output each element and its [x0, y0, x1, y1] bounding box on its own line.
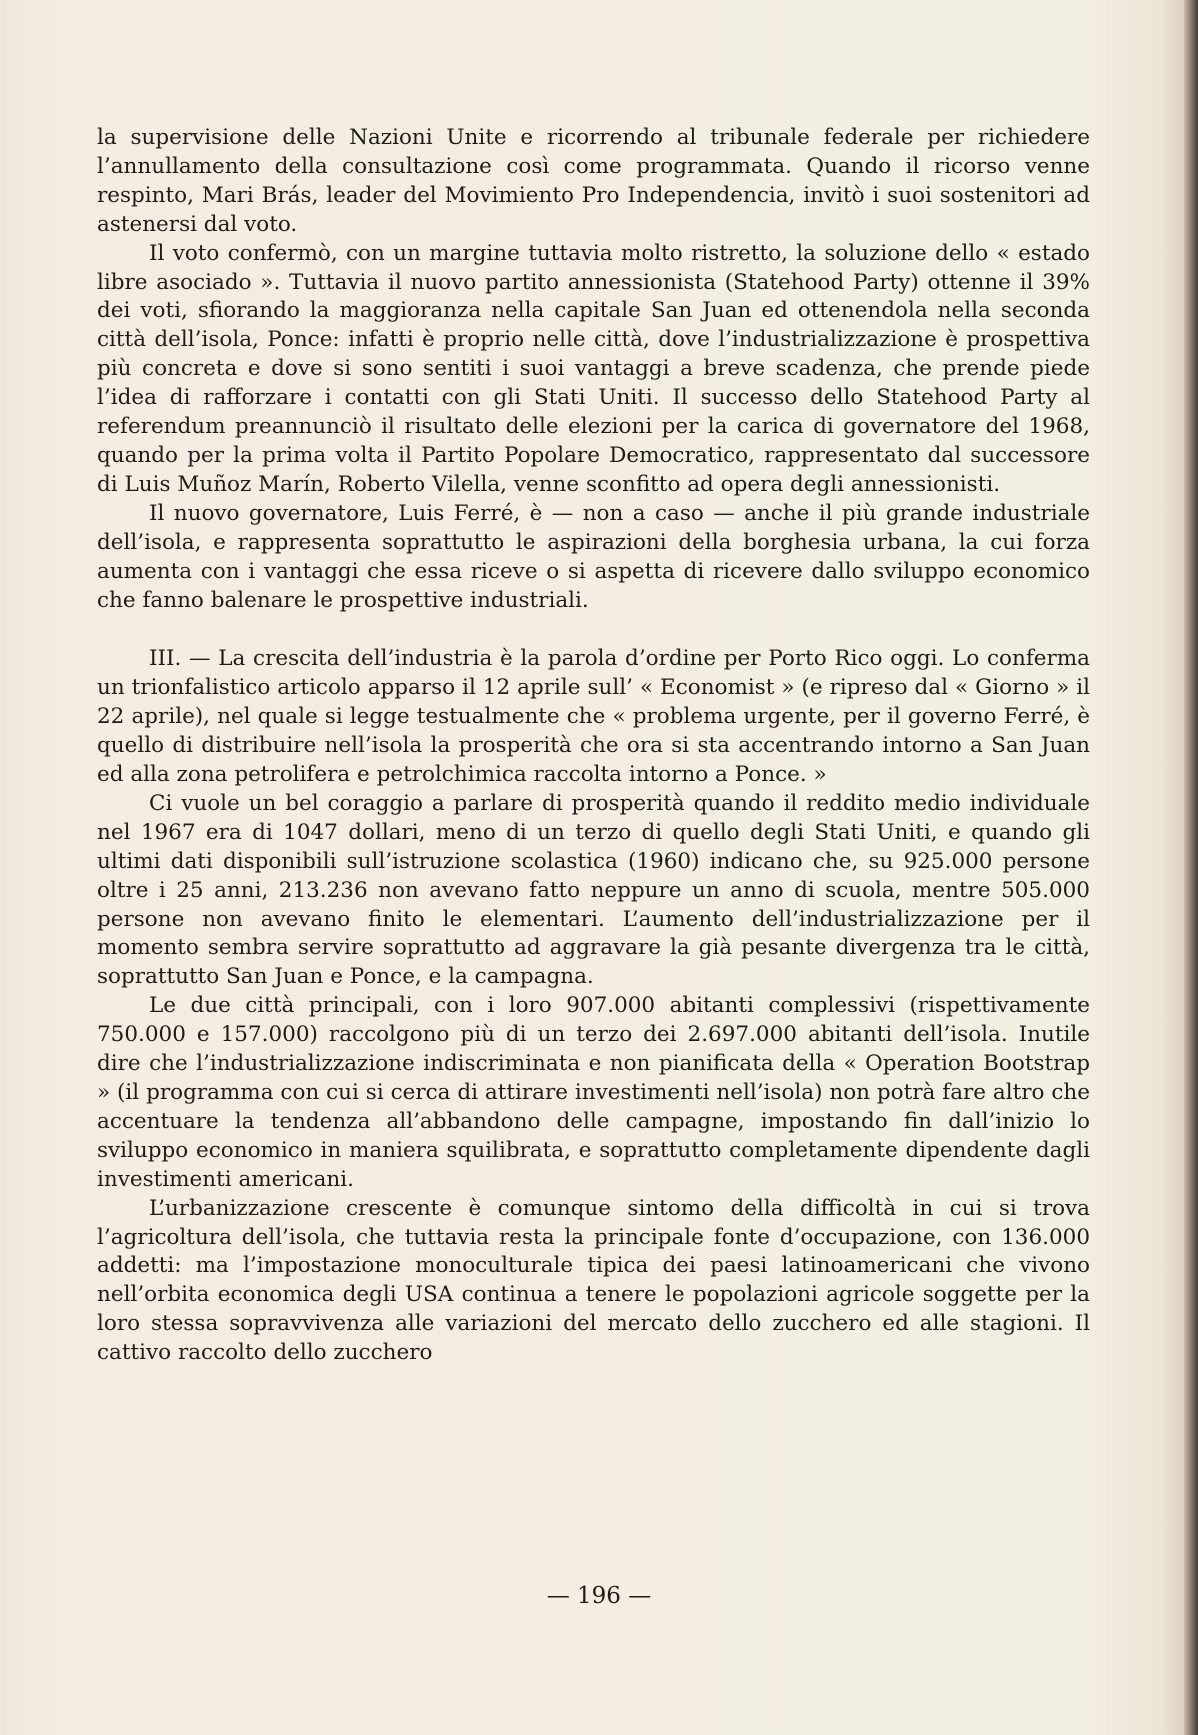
- paragraph-continuation: la supervisione delle Nazioni Unite e ricorrendo al tribunale federale per richiedere l’annullamento della consultazione così come programmata. Quando il ricorso venne respinto, Mari Brás, leader del Movimiento Pro Independencia, invitò i suoi sostenitori ad astenersi dal voto.: [97, 125, 1090, 237]
- paragraph-prosperity: Ci vuole un bel coraggio a parlare di prosperità quando il reddito medio individuale nel 1967 era di 1047 dollari, meno di un terzo di quello degli Stati Uniti, e quando gli ultimi dati disponibili sull’istruzione scolastica (1960) indicano che, su 925.000 persone oltre i 25 anni, 213.236 non avevano fatto neppure un anno di scuola, mentre 505.000 persone non avevano finito le elementari. L’aumento dell’industrializzazione per il momento sembra servire soprattutto ad aggravare la già pesante divergenza tra le città, soprattutto San Juan e Ponce, e la campagna.: [97, 790, 1090, 990]
- page-number: — 196 —: [546, 1583, 652, 1609]
- paragraph-section-iii: III. — La crescita dell’industria è la parola d’ordine per Porto Rico oggi. Lo conferma un trionfalistico articolo apparso il 12 aprile sull’ « Economist » (e ripreso dal « Giorno » il 22 aprile), nel quale si legge testualmente che « problema urgente, per il governo Ferré, è quello di distribuire nell’isola la prosperità che ora si sta accentrando intorno a San Juan ed alla zona petrolifera e petrolchimica raccolta intorno a Ponce. »: [97, 646, 1090, 788]
- paragraph-urbanization: L’urbanizzazione crescente è comunque sintomo della difficoltà in cui si trova l’agricoltura dell’isola, che tuttavia resta la principale fonte d’occupazione, con 136.000 addetti: ma l’impostazione monoculturale tipica dei paesi latinoamericani che vivono nell’orbita economica degli USA continua a tenere le popolazioni agricole soggette per la loro stessa sopravvivenza alle variazioni del mercato dello zucchero ed alle stagioni. Il cattivo raccolto dello zucchero: [97, 1195, 1090, 1366]
- page-edge-shadow: [1184, 0, 1198, 1735]
- paragraph-governor: Il nuovo governatore, Luis Ferré, è — non a caso — anche il più grande industriale dell’isola, e rappresenta soprattutto le aspirazioni della borghesia urbana, la cui forza aumenta con i vantaggi che essa riceve o si aspetta di ricevere dallo sviluppo economico che fanno balenare le prospettive industriali.: [97, 500, 1090, 613]
- paragraph-referendum: Il voto confermò, con un margine tuttavia molto ristretto, la soluzione dello « estado libre asociado ». Tuttavia il nuovo partito annessionista (Statehood Party) ottenne il 39% dei voti, sfiorando la maggioranza nella capitale San Juan ed ottenendola nella seconda città dell’isola, Ponce: infatti è proprio nelle città, dove l’industrializzazione è prospettiva più concreta e dove si sono sentiti i suoi vantaggi a breve scadenza, che prende piede l’idea di rafforzare i contatti con gli Stati Uniti. Il successo dello Statehood Party al referendum preannunciò il risultato delle elezioni per la carica di governatore del 1968, quando per la prima volta il Partito Popolare Democratico, rappresentato dal successore di Luis Muñoz Marín, Roberto Vilella, venne sconfitto ad opera degli annessionisti.: [97, 240, 1090, 497]
- body-text: [97, 124, 1090, 1368]
- paragraph-cities: Le due città principali, con i loro 907.000 abitanti complessivi (rispettivamente 750.000 e 157.000) raccolgono più di un terzo dei 2.697.000 abitanti dell’isola. Inutile dire che l’industrializzazione indiscriminata e non pianificata della « Operation Bootstrap » (il programma con cui si cerca di attirare investimenti nell’isola) non potrà fare altro che accentuare la tendenza all’abbandono delle campagne, impostando fin dall’inizio lo sviluppo economico in maniera squilibrata, e soprattutto completamente dipendente dagli investimenti americani.: [97, 993, 1090, 1192]
